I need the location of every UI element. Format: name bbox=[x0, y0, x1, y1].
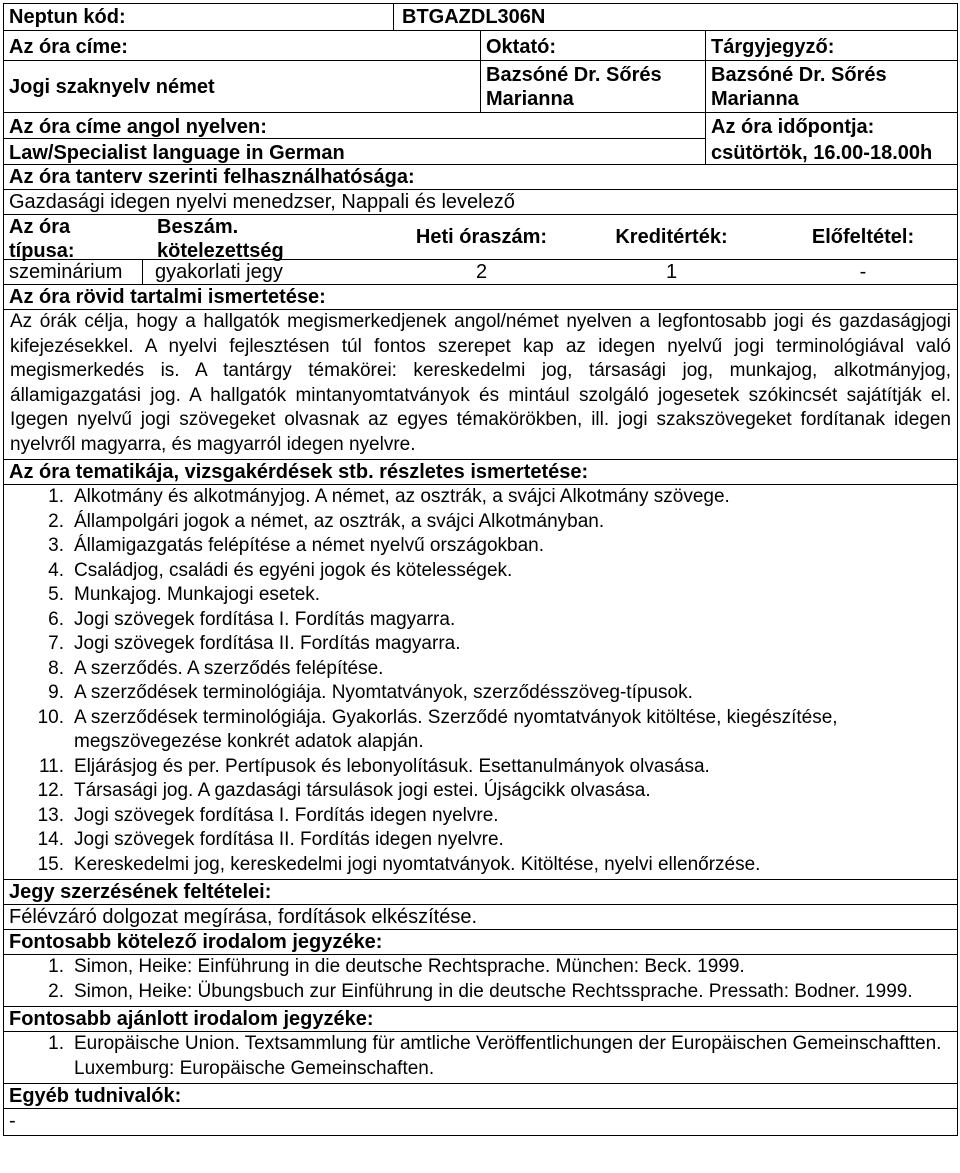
summary-label: Az óra rövid tartalmi ismertetése: bbox=[9, 286, 326, 308]
list-item-number: 1. bbox=[48, 1033, 64, 1054]
list-item bbox=[4, 779, 957, 804]
teacher-name: Bazsóné Dr. Sőrés Marianna bbox=[486, 64, 662, 110]
type-header: Az óra típusa: bbox=[9, 216, 75, 262]
required-lit-list bbox=[4, 955, 957, 1007]
course-table-row bbox=[4, 260, 957, 285]
summary-text: Az órák célja, hogy a hallgatók megismerkedjenek angol/német nyelven a legfontosabb jogi és gazdaságjogi kifejezésekkel. A nyelvi fejlesztésen túl fontos szerepet kap az idegen nyelvű jogi terminológiával való megismerkedés is. A tantárgy témakörei: kereskedelmi jog, társasági jog, munkajog, alkotmányjog, államigazgatási jog. A hallgatók mintanyomtatványok és mintául szolgáló jogesetek szókincsét sajátítják el. Igegen nyelvű jogi szövegeket olvasnak az egyes témakörökben, ill. jogi szakszövegeket fordítanak idegen nyelvről magyarra, és magyarról idegen nyelvre. bbox=[10, 311, 951, 455]
list-item bbox=[4, 657, 957, 682]
title-row bbox=[4, 31, 957, 113]
list-item bbox=[4, 534, 957, 559]
list-item-number: 8. bbox=[48, 657, 64, 679]
time-label: Az óra időpontja: bbox=[711, 116, 875, 138]
list-item-text: Eljárásjog és per. Pertípusok és lebonyolításuk. Esettanulmányok olvasása. bbox=[74, 755, 710, 777]
course-table-header bbox=[4, 215, 957, 260]
title-label: Az óra címe: bbox=[9, 36, 128, 58]
list-item-number: 10. bbox=[37, 706, 64, 728]
topics-list bbox=[4, 485, 957, 880]
list-item bbox=[4, 1032, 957, 1081]
list-item-text: Simon, Heike: Einführung in die deutsche Rechtsprache. München: Beck. 1999. bbox=[74, 956, 745, 977]
hours-header: Heti óraszám: bbox=[415, 226, 548, 248]
course-sheet bbox=[3, 3, 958, 1136]
required-lit-label-row bbox=[4, 930, 957, 955]
list-item-number: 4. bbox=[48, 559, 64, 581]
other-label-row bbox=[4, 1084, 957, 1109]
hours-value: 2 bbox=[475, 261, 488, 283]
list-item bbox=[4, 804, 957, 829]
exam-value: gyakorlati jegy bbox=[142, 260, 384, 284]
list-item-number: 1. bbox=[48, 486, 64, 507]
teacher-label: Oktató: bbox=[486, 36, 556, 58]
prereq-header: Előfeltétel: bbox=[811, 226, 915, 248]
usability-value-row bbox=[4, 190, 957, 215]
list-item-text: A szerződések terminológiája. Nyomtatványok, szerződésszöveg-típusok. bbox=[74, 682, 693, 703]
other-text-row bbox=[4, 1109, 957, 1135]
list-item-text: Jogi szövegek fordítása I. Fordítás idegen nyelvre. bbox=[74, 804, 499, 826]
list-item bbox=[4, 755, 957, 780]
list-item-number: 5. bbox=[48, 584, 64, 605]
time-cell bbox=[705, 113, 957, 164]
teacher-cell bbox=[480, 31, 705, 112]
owner-label: Tárgyjegyző: bbox=[711, 36, 835, 58]
list-item-text: Simon, Heike: Übungsbuch zur Einführung in die deutsche Rechtssprache. Pressath: Bodner. 1999. bbox=[74, 980, 913, 1002]
usability-value: Gazdasági idegen nyelvi menedzser, Nappali és levelező bbox=[9, 191, 515, 213]
list-item-number: 11. bbox=[38, 755, 64, 777]
owner-name: Bazsóné Dr. Sőrés Marianna bbox=[711, 64, 887, 110]
english-title-label: Az óra címe angol nyelven: bbox=[9, 116, 267, 138]
divider bbox=[4, 60, 957, 61]
recommended-lit-list bbox=[4, 1032, 957, 1084]
list-item-number: 6. bbox=[48, 608, 64, 630]
list-item bbox=[4, 681, 957, 706]
type-value: szeminárium bbox=[9, 261, 123, 283]
english-title: Law/Specialist language in German bbox=[9, 142, 345, 164]
neptun-code-value: BTGAZDL306N bbox=[393, 4, 957, 30]
grading-text-row bbox=[4, 905, 957, 930]
other-text: - bbox=[9, 1110, 16, 1132]
list-item bbox=[4, 485, 957, 510]
list-item-text: Europäische Union. Textsammlung für amtliche Veröffentlichungen der Europäischen Gemeinschaftten. Luxemburg: Europäische Gemeinschaften. bbox=[74, 1033, 942, 1079]
list-item bbox=[4, 828, 957, 853]
divider bbox=[4, 138, 705, 139]
title-cell bbox=[4, 31, 480, 112]
list-item bbox=[4, 608, 957, 633]
grading-text: Félévzáró dolgozat megírása, fordítások elkészítése. bbox=[9, 906, 478, 928]
list-item-number: 2. bbox=[48, 510, 64, 532]
time-value: csütörtök, 16.00-18.00h bbox=[711, 142, 933, 164]
usability-label: Az óra tanterv szerinti felhasználhatósága: bbox=[9, 166, 415, 188]
list-item-number: 15. bbox=[37, 853, 64, 875]
list-item bbox=[4, 510, 957, 535]
topics-label-row bbox=[4, 460, 957, 485]
exam-header: Beszám. kötelezettség bbox=[157, 216, 284, 262]
list-item-text: Kereskedelmi jog, kereskedelmi jogi nyomtatványok. Kitöltése, nyelvi ellenőrzése. bbox=[74, 853, 761, 875]
list-item bbox=[4, 632, 957, 657]
usability-label-row bbox=[4, 165, 957, 190]
list-item bbox=[4, 853, 957, 878]
other-label: Egyéb tudnivalók: bbox=[9, 1085, 182, 1107]
grading-label: Jegy szerzésének feltételei: bbox=[9, 881, 272, 903]
list-item-text: Állampolgári jogok a német, az osztrák, a svájci Alkotmányban. bbox=[74, 510, 605, 532]
english-title-row bbox=[4, 113, 957, 165]
list-item bbox=[4, 980, 957, 1005]
recommended-lit-label-row bbox=[4, 1007, 957, 1032]
grading-label-row bbox=[4, 880, 957, 905]
neptun-code-label: Neptun kód: bbox=[9, 6, 126, 28]
list-item-number: 9. bbox=[48, 682, 64, 703]
list-item-text: Alkotmány és alkotmányjog. A német, az osztrák, a svájci Alkotmány szövege. bbox=[74, 486, 730, 507]
topics-label: Az óra tematikája, vizsgakérdések stb. részletes ismertetése: bbox=[9, 461, 589, 483]
list-item-text: Munkajog. Munkajogi esetek. bbox=[74, 584, 321, 605]
required-lit-label: Fontosabb kötelező irodalom jegyzéke: bbox=[9, 931, 383, 953]
list-item-text: A szerződés. A szerződés felépítése. bbox=[74, 657, 384, 679]
summary-text-row bbox=[4, 310, 957, 460]
list-item bbox=[4, 955, 957, 980]
list-item-text: Jogi szövegek fordítása II. Fordítás magyarra. bbox=[74, 633, 461, 654]
list-item-text: Családjog, családi és egyéni jogok és kötelességek. bbox=[74, 559, 513, 581]
list-item-number: 7. bbox=[48, 633, 64, 654]
list-item-number: 2. bbox=[48, 980, 64, 1002]
neptun-code-row bbox=[4, 4, 957, 31]
summary-label-row bbox=[4, 285, 957, 310]
list-item-number: 12. bbox=[37, 780, 64, 801]
list-item bbox=[4, 559, 957, 584]
list-item bbox=[4, 706, 957, 755]
list-item-text: Társasági jog. A gazdasági társulások jogi estei. Újságcikk olvasása. bbox=[74, 780, 651, 801]
list-item-number: 13. bbox=[37, 804, 64, 826]
credit-value: 1 bbox=[665, 261, 678, 283]
recommended-lit-label: Fontosabb ajánlott irodalom jegyzéke: bbox=[9, 1008, 374, 1030]
list-item-text: Államigazgatás felépítése a német nyelvű országokban. bbox=[74, 535, 544, 556]
owner-cell bbox=[705, 31, 957, 112]
list-item-number: 14. bbox=[37, 829, 64, 850]
course-title: Jogi szaknyelv német bbox=[9, 76, 215, 98]
list-item-number: 1. bbox=[48, 956, 64, 977]
list-item-number: 3. bbox=[48, 535, 64, 556]
list-item-text: Jogi szövegek fordítása I. Fordítás magyarra. bbox=[74, 608, 456, 630]
list-item bbox=[4, 583, 957, 608]
credit-header: Kreditérték: bbox=[615, 226, 728, 248]
list-item-text: Jogi szövegek fordítása II. Fordítás idegen nyelvre. bbox=[74, 829, 504, 850]
list-item-text: A szerződések terminológiája. Gyakorlás. Szerződé nyomtatványok kitöltése, kiegészítése, megszövegezése konkrét adatok alapján. bbox=[74, 706, 838, 752]
prereq-value: - bbox=[859, 261, 867, 283]
